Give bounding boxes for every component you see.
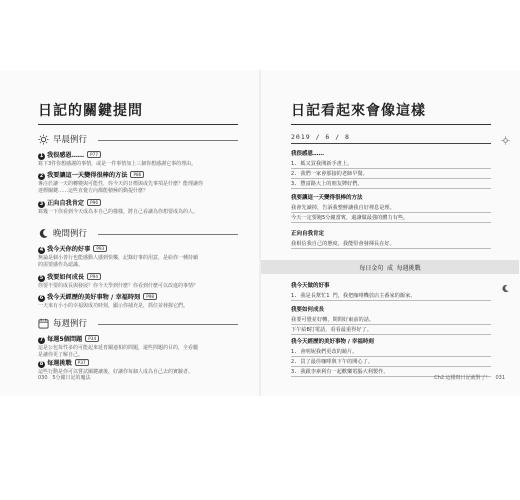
entry-line: 我相信我自己的態度，我能堅會發揮長在好。	[291, 239, 491, 249]
question-item	[38, 272, 238, 290]
question-item	[38, 170, 238, 195]
entry-line: 1. 媽又買我開新手書上。	[291, 159, 491, 169]
question-item	[38, 198, 238, 216]
question-item	[38, 292, 238, 310]
date-line	[291, 143, 491, 144]
entry-line: 下午給B打電話，看看最重得好了。	[291, 325, 491, 335]
entry-line: 今天一定要跑5分鐘當賓，還讓做最強的體力有些。	[291, 213, 491, 223]
item-number: 5	[39, 275, 44, 281]
item-number: 6	[39, 295, 44, 301]
page-ref: P77	[87, 151, 101, 158]
item-title: 我要如何成長	[47, 274, 85, 281]
left-page	[0, 70, 258, 396]
item-number: 7	[39, 337, 44, 343]
page-ref: P34	[85, 335, 99, 342]
page-ref: P96	[87, 199, 101, 206]
item-title: 我很感恩……	[47, 152, 85, 159]
page-number: 031	[495, 375, 505, 381]
section-weekly-routine	[38, 318, 238, 330]
item-desc: 專注於讓一天的轉變與可能性，你今天的日標與或先事項是什麼？能理讓你	[38, 181, 204, 187]
entry-block-great-day	[291, 194, 491, 223]
sun-icon	[501, 136, 510, 145]
moon-icon	[501, 284, 510, 293]
entry-label: 我要讓這一天變得很棒的方法	[291, 195, 363, 201]
entry-block-affirmation	[291, 230, 491, 249]
entry-label: 我要如何成長	[291, 307, 325, 313]
title-divider	[291, 124, 491, 125]
entry-block-growth	[291, 306, 491, 335]
left-folio	[38, 374, 91, 381]
item-desc: 達標關鍵……這些直覺方向都能積極的動提什麼？	[38, 188, 149, 194]
entry-line: 1. 會明妮我們更改的鏡片。	[291, 347, 491, 357]
item-desc: 你要不要的成長與發展？你今天學到什麼？你看到什麼可以改進的事情？	[38, 283, 199, 289]
entry-label: 我今天經歷的美好事物 / 幸福時刻	[291, 339, 374, 345]
item-number: 2	[39, 173, 44, 179]
entry-block-happy-moments	[291, 338, 491, 377]
question-item	[38, 334, 238, 359]
section-divider	[98, 324, 238, 325]
item-number: 1	[39, 153, 44, 159]
item-desc: 寫下3件你想感謝的事情，或是一件事情加上三個你想感謝它事的理由。	[38, 161, 197, 167]
entry-line: 我會先讀掉，告訴我整鮮讓我自好裡息是理。	[291, 203, 491, 213]
item-title: 正向自我肯定	[47, 200, 85, 207]
entry-line: 2. 買了最佳咖啡與下午的開心了。	[291, 357, 491, 367]
item-title: 每週5個問題	[47, 336, 83, 343]
entry-label: 我很感恩……	[291, 151, 325, 157]
item-title: 我今天你的好事	[47, 246, 91, 253]
entry-block-good-deed	[291, 282, 491, 301]
entry-line: 3. 我跟李素利有一起歡樂電腦大利製作。	[291, 367, 491, 377]
item-number: 8	[39, 361, 44, 367]
item-title: 我要讓這一天變得很棒的方法	[47, 172, 128, 179]
running-header: 5分鐘日記的魔法	[52, 375, 91, 381]
moon-icon	[38, 228, 49, 239]
page-ref: P93	[93, 245, 107, 252]
item-title: 我今天經歷的美好事物 / 幸福時刻	[47, 294, 141, 301]
right-page	[261, 70, 519, 396]
item-desc: 寫幾一下你看到今天成為本自己的樣樣，將自己看讓為你想要成為的人。	[38, 209, 199, 215]
entry-line: 1. 我是長幫忙1 門，我把咖啡機放店主番家的飯家。	[291, 291, 491, 301]
section-divider	[98, 140, 238, 141]
entry-date: 2019 / 6 / 8	[291, 133, 350, 141]
section-label: 每週例行	[53, 319, 88, 329]
entry-line: 我要可覺並好轉，問問好東前的話。	[291, 315, 491, 325]
left-page-title: 日記的關鍵提問	[38, 103, 143, 119]
title-divider	[38, 124, 238, 125]
quote-challenge-band	[261, 260, 519, 274]
item-desc: 這些行動是你可以嘗試關鍵讓後，好讓你每個人成為自己去的實驗者。	[38, 369, 194, 375]
right-folio	[434, 374, 505, 381]
page-ref: P37	[75, 359, 89, 366]
question-item	[38, 244, 238, 269]
page-number: 030	[38, 375, 48, 381]
entry-block-gratitude	[291, 150, 491, 189]
section-divider	[98, 234, 238, 235]
item-number: 3	[39, 201, 44, 207]
question-item	[38, 150, 238, 168]
item-desc: 這是公包每性多的可能起來延育關連相的問題，還些問題的目的，全看屬	[38, 345, 199, 351]
page-ref: P98	[143, 293, 157, 300]
sun-icon	[38, 134, 49, 145]
entry-line: 2. 我們一家會那接的老師早餐。	[291, 169, 491, 179]
item-desc: 一天來有小小的幸福與成功時刻，顯示你捕充是，抓住並發握它們。	[38, 303, 189, 309]
band-text: 每日金句 成 每週挑戰	[359, 265, 421, 272]
section-morning-routine	[38, 134, 238, 146]
item-title: 每週挑戰	[47, 360, 72, 367]
entry-label: 正向自我肯定	[291, 231, 325, 237]
page-ref: P94	[87, 273, 101, 280]
item-desc: 是讓你更了解自己。	[38, 352, 84, 358]
calendar-icon	[38, 318, 49, 329]
section-label: 早晨例行	[53, 135, 88, 145]
item-desc: 無論是個小善行也能感動人感到快樂，記錄好事的用意，是給你一種持續	[38, 255, 199, 261]
section-label: 晚間例行	[53, 229, 88, 239]
item-number: 4	[39, 247, 44, 253]
running-header: Ch2 這樣寫日記就對了！	[434, 375, 491, 381]
page-ref: P86	[130, 171, 144, 178]
date-row	[291, 133, 491, 145]
entry-line: 3. 豐富路大上的朋友牌好們。	[291, 179, 491, 189]
right-page-title: 日記看起來會像這樣	[291, 103, 426, 119]
entry-label: 我今天做的好事	[291, 283, 330, 289]
item-desc: 的需要感作為認識。	[38, 262, 84, 268]
section-evening-routine	[38, 228, 238, 240]
